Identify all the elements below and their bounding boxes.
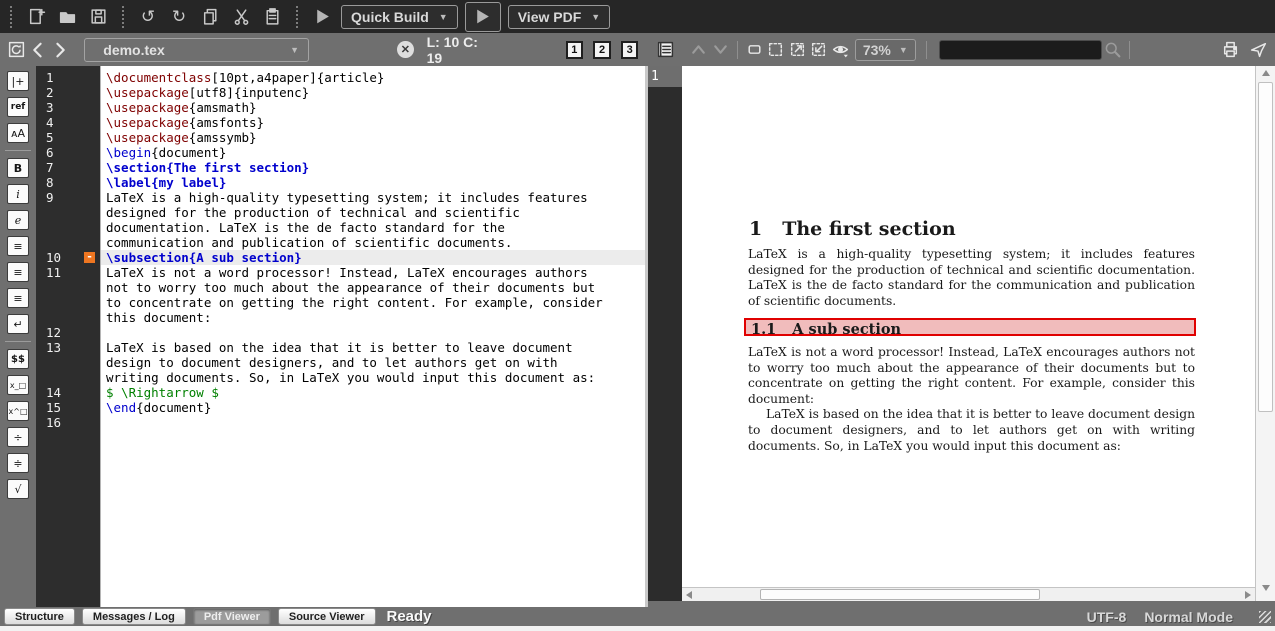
presentation-icon[interactable] [829,39,850,61]
cursor-position: L: 10 C: 19 [426,33,478,66]
paste-icon[interactable] [260,5,284,29]
view-pdf-label: View PDF [517,8,582,25]
pdf-paragraph: LaTeX is not a word processor! Instead, LaTeX encourages authors not to worry too much about the appearance of their documents but to concentrate on getting the right content. For example, consider this document: [748,345,1195,406]
status-bar [0,607,1275,626]
view-pdf-dropdown[interactable] [508,5,610,29]
chevron-down-icon: ▼ [290,44,300,55]
code-line[interactable]: designed for the production of technical and scientific [106,205,520,220]
chevron-down-icon: ▼ [591,11,601,22]
code-line[interactable]: communication and publication of scientific documents. [106,235,513,250]
line-number [36,220,100,235]
references-icon[interactable]: ref [7,97,29,117]
line-number: 12 [46,325,62,340]
pdf-subsection-heading [746,320,1194,336]
run-view-icon [471,5,495,29]
code-line[interactable]: \usepackage{amsmath} [106,100,257,115]
print-icon[interactable] [1220,39,1241,61]
pdf-section-number: 1 [749,218,763,240]
align-right-icon[interactable]: ≡ [7,288,29,308]
code-line[interactable]: \begin{document} [106,145,227,160]
superscript-icon[interactable]: x^□ [7,401,29,421]
line-number: 9 [46,190,54,205]
sidebar-separator [5,341,31,342]
vertical-scrollbar[interactable] [1255,66,1275,601]
window-bottom-edge [0,626,1275,631]
line-number: 2 [46,85,54,100]
code-line[interactable]: \documentclass[10pt,a4paper]{article} [106,70,385,85]
line-number [36,310,100,325]
code-line[interactable]: writing documents. So, in LaTeX you would input this document as: [106,370,596,385]
run-quick-build-icon[interactable] [310,5,334,29]
code-line[interactable]: LaTeX is a high-quality typesetting system; it includes features [106,190,588,205]
pdf-section-heading [749,218,956,240]
line-number: 5 [46,130,54,145]
next-document-icon[interactable] [49,39,70,61]
line-number: 8 [46,175,54,190]
toolbar-grip[interactable] [120,6,126,28]
scroll-left-icon[interactable] [686,591,692,599]
line-number: 6 [46,145,54,160]
horizontal-scrollbar[interactable] [682,587,1255,601]
run-view-pdf-button[interactable] [465,2,501,32]
scroll-up-icon[interactable] [1262,70,1270,76]
code-line[interactable]: LaTeX is based on the idea that it is better to leave document [106,340,573,355]
code-line[interactable]: not to worry too much about the appearance of their documents but [106,280,596,295]
cut-icon[interactable] [229,5,253,29]
pdf-paragraph-block [748,345,1195,454]
code-line[interactable]: \usepackage{amssymb} [106,130,257,145]
undo-icon[interactable]: ↺ [140,6,156,26]
vertical-scrollbar-thumb[interactable] [1258,82,1273,412]
pdf-subsection-title: A sub section [792,321,902,336]
fit-page-icon[interactable] [765,39,786,61]
refresh-structure-icon[interactable] [6,39,27,61]
code-line[interactable]: this document: [106,310,212,325]
square-root-icon[interactable]: √ [7,479,29,499]
pdf-page-list [648,66,682,601]
zoom-in-icon[interactable] [787,39,808,61]
font-size-icon[interactable]: ᴀA [7,123,29,143]
emphasis-icon[interactable]: e [7,210,29,230]
toolbar-separator [1129,41,1130,59]
code-line[interactable]: \usepackage{amsfonts} [106,115,265,130]
line-number [36,355,100,370]
toolbar-grip[interactable] [294,6,300,28]
encoding-indicator: UTF-8 [1086,608,1127,625]
scroll-down-icon[interactable] [1262,585,1270,591]
line-number: 16 [46,415,62,430]
content-area [0,66,1275,607]
bold-icon[interactable]: B [7,158,29,178]
toolbar-grip[interactable] [8,6,14,28]
line-number: 10 - [36,250,100,265]
external-viewer-icon[interactable] [1248,39,1269,61]
line-number: 15 [46,400,62,415]
status-right [1087,609,1271,625]
line-number: 14 [46,385,62,400]
tab-structure[interactable]: Structure [4,608,75,625]
next-page-icon[interactable] [709,39,730,61]
code-line[interactable]: \usepackage[utf8]{inputenc} [106,85,310,100]
resize-grip[interactable] [1259,611,1271,623]
document-name: demo.tex [103,41,165,58]
editor-gutter [36,66,100,607]
zoom-level-dropdown[interactable] [855,39,916,61]
line-number: 7 [46,160,54,175]
pdf-sync-highlight [744,318,1196,336]
align-center-icon[interactable]: ≡ [7,262,29,282]
align-left-icon[interactable]: ≡ [7,236,29,256]
pdf-search-input[interactable] [939,40,1102,60]
pdf-paragraph: LaTeX is a high-quality typesetting system; it includes features designed for the production of technical and scientific documentation. LaTeX is the de facto standard for the communication and publication of scientific documents. [748,247,1195,308]
editor-code-area[interactable] [100,66,645,607]
redo-icon[interactable]: ↻ [171,6,187,26]
pdf-page[interactable] [682,66,1255,587]
tab-pdf-viewer[interactable]: Pdf Viewer [193,608,271,625]
quick-build-label: Quick Build [351,8,429,25]
code-line[interactable]: documentation. LaTeX is the de facto standard for the [106,220,505,235]
pdf-section-title: The first section [782,218,956,240]
fold-collapse-icon[interactable]: - [84,252,95,263]
code-line[interactable]: \end{document} [106,400,212,415]
italic-icon[interactable]: i [7,184,29,204]
line-break-icon[interactable]: |+ [7,71,29,91]
horizontal-scrollbar-thumb[interactable] [760,589,1040,600]
mode-indicator: Normal Mode [1144,608,1233,625]
code-line[interactable] [101,325,645,340]
line-number [36,280,100,295]
bookmark-list-icon[interactable] [654,39,675,61]
fit-width-icon[interactable] [744,39,765,61]
code-line[interactable]: \label{my label} [106,175,227,190]
line-number: 13 [46,340,62,355]
bookmark-2-button[interactable]: 2 [593,41,611,59]
display-fraction-icon[interactable]: ≑ [7,453,29,473]
document-selector[interactable] [84,38,309,62]
code-line[interactable]: design to document designers, and to let authors get on with [106,355,558,370]
zoom-out-icon[interactable] [808,39,829,61]
sidebar-separator [5,150,31,151]
line-number: 3 [46,100,54,115]
secondary-toolbar [0,33,1275,66]
toolbar-separator [737,41,738,59]
line-number [36,235,100,250]
open-folder-icon[interactable] [55,5,79,29]
bookmark-3-button[interactable]: 3 [621,41,639,59]
code-line[interactable]: LaTeX is not a word processor! Instead, LaTeX encourages authors [106,265,588,280]
scroll-right-icon[interactable] [1245,591,1251,599]
line-number: 1 [46,70,54,85]
new-document-icon[interactable] [24,5,48,29]
quick-build-dropdown[interactable] [341,5,458,29]
code-line[interactable]: \section{The first section} [106,160,310,175]
chevron-down-icon: ▼ [898,44,908,55]
code-line[interactable] [101,415,645,430]
inline-math-icon[interactable]: $$ [7,349,29,369]
code-line[interactable]: to concentrate on getting the right content. For example, consider [106,295,603,310]
save-icon[interactable] [86,5,110,29]
line-number: 4 [46,115,54,130]
line-number: 11 [46,265,62,280]
search-icon[interactable] [1102,39,1123,61]
zoom-level-value: 73% [862,41,891,58]
pdf-paragraph: LaTeX is based on the idea that it is better to leave document design to document designers, and to let authors get on with writing documents. So, in LaTeX you would input this document as: [748,407,1195,453]
line-number [36,295,100,310]
previous-document-icon[interactable] [27,39,48,61]
subscript-icon[interactable]: x_□ [7,375,29,395]
new-line-icon[interactable]: ↵ [7,314,29,334]
pdf-viewer-column [682,66,1255,601]
pdf-subsection-number: 1.1 [751,321,777,336]
code-line[interactable]: $ \Rightarrow $ [106,385,219,400]
latex-symbols-sidebar [0,66,36,607]
fraction-icon[interactable]: ÷ [7,427,29,447]
tab-messages-log[interactable]: Messages / Log [82,608,186,625]
previous-page-icon[interactable] [688,39,709,61]
bookmark-1-button[interactable]: 1 [566,41,584,59]
tab-source-viewer[interactable]: Source Viewer [278,608,376,625]
pdf-page-number[interactable]: 1 [648,66,682,87]
main-toolbar [0,0,1275,33]
close-document-icon[interactable]: ✕ [397,41,414,58]
status-message: Ready [386,608,432,625]
code-line[interactable]: \subsection{A sub section} [101,250,645,265]
line-number [36,205,100,220]
line-number [36,370,100,385]
toolbar-separator [926,41,927,59]
chevron-down-icon: ▼ [438,11,448,22]
copy-icon[interactable] [198,5,222,29]
